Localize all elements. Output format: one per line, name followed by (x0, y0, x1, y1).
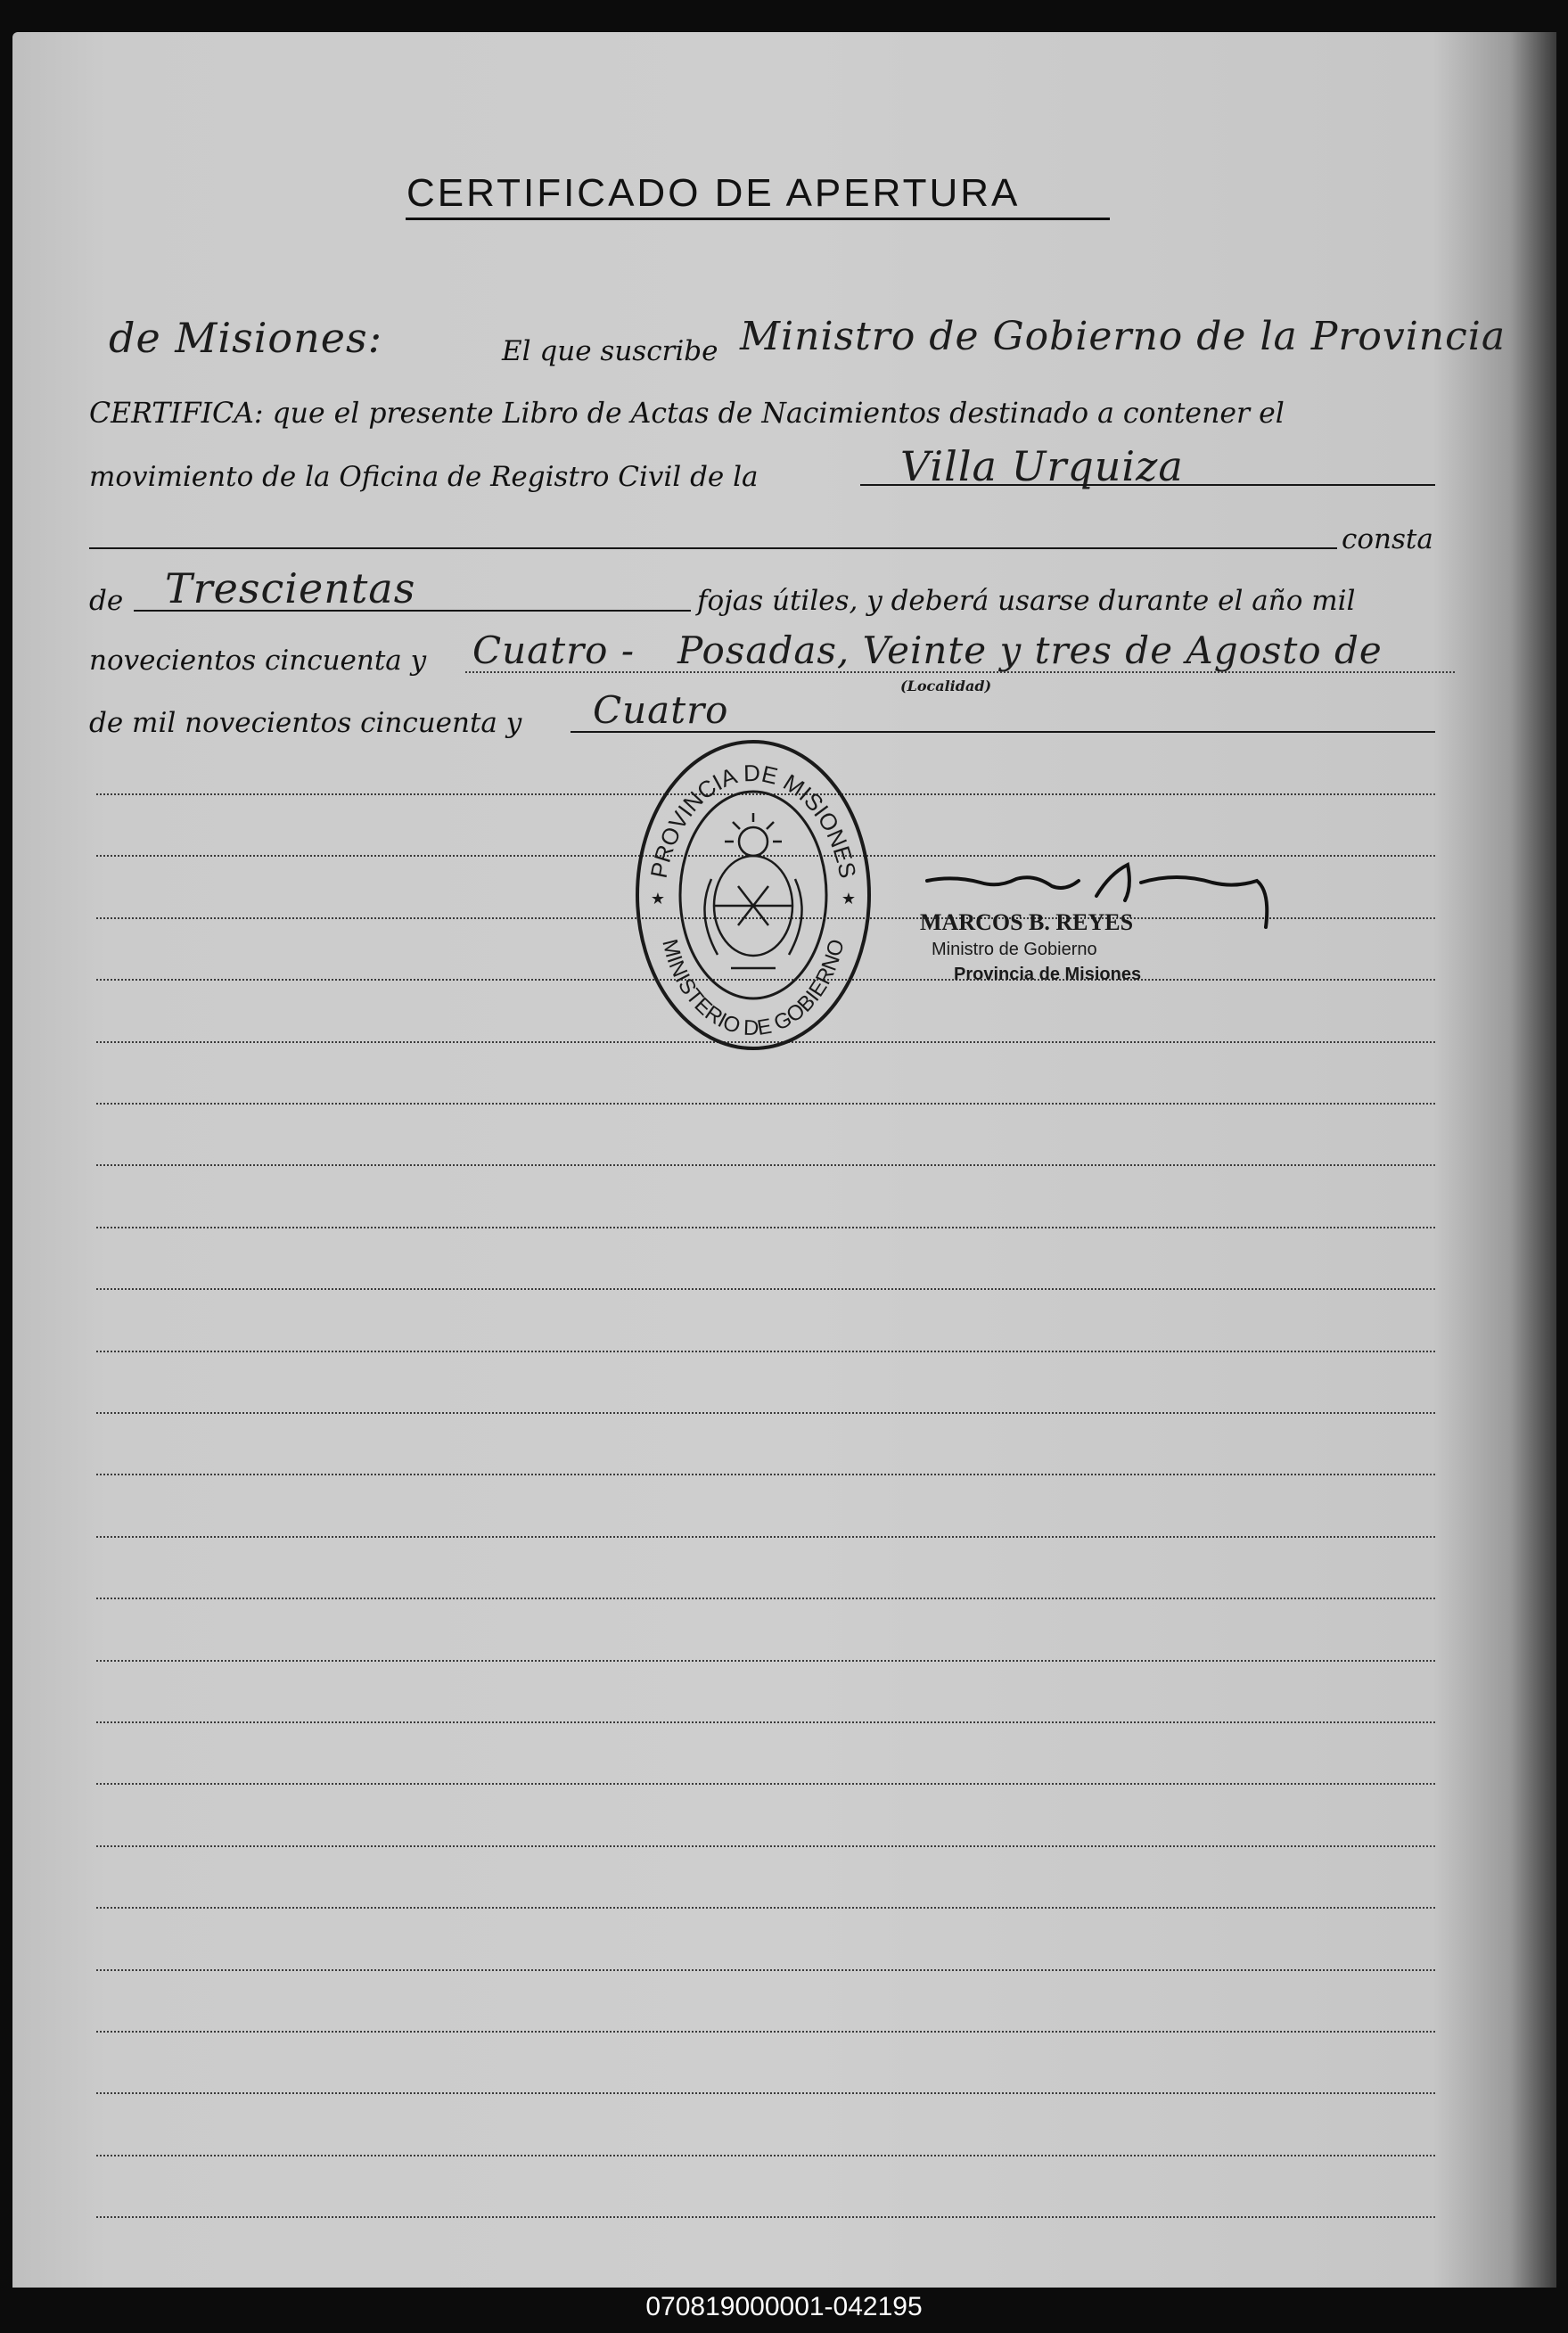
ruled-line (96, 1103, 1435, 1105)
ruled-line (96, 1227, 1435, 1228)
pages-fill-line (134, 610, 691, 612)
year-fill-line (571, 731, 1435, 733)
line6-printed: novecientos cincuenta y (89, 645, 427, 677)
title-underline (406, 218, 1110, 220)
line1-printed: El que suscribe (502, 335, 718, 367)
handwritten-pages: Trescientas (165, 564, 416, 612)
line7-printed: de mil novecientos cincuenta y (89, 707, 522, 739)
ruled-line (96, 1288, 1435, 1290)
document-page (12, 32, 1556, 2288)
ruled-line (96, 2155, 1435, 2156)
ruled-line (96, 1907, 1435, 1909)
coat-of-arms-icon (704, 813, 801, 968)
handwritten-prefix: de Misiones: (109, 314, 383, 362)
handwritten-year-word-2: Cuatro (593, 688, 729, 732)
handwritten-place-date: Posadas, Veinte y tres de Agosto de (677, 628, 1383, 672)
line5-de: de (89, 585, 124, 617)
office-fill-line (860, 484, 1435, 486)
ruled-line (96, 1598, 1435, 1599)
line5-fojas: fojas útiles, y deberá usarse durante el año mil (697, 585, 1356, 617)
seal-top-text: PROVINCIA DE MISIONES (644, 759, 862, 881)
handwritten-year-word: Cuatro - (472, 628, 636, 672)
signatory-province: Provincia de Misiones (954, 965, 1142, 984)
ruled-line (96, 1351, 1435, 1352)
ruled-line (96, 1474, 1435, 1475)
ruled-line (96, 2031, 1435, 2033)
document-id-footer: 070819000001-042195 (645, 2292, 923, 2321)
ministry-seal (633, 736, 874, 1053)
ruled-line (96, 1969, 1435, 1971)
line3-printed: movimiento de la Oficina de Registro Civil de la (89, 461, 759, 493)
ruled-line (96, 1721, 1435, 1723)
locality-label: (Localidad) (900, 678, 992, 694)
ruled-line (96, 2216, 1435, 2218)
blank-fill-line (89, 547, 1337, 549)
ruled-line (96, 1412, 1435, 1414)
line4-consta: consta (1342, 523, 1433, 555)
seal-bottom-text: MINISTERIO DE GOBIERNO (657, 936, 850, 1041)
signatory-title: Ministro de Gobierno (932, 940, 1097, 959)
ruled-line (96, 1164, 1435, 1166)
ruled-line (96, 1660, 1435, 1662)
ruled-line (96, 1536, 1435, 1538)
handwritten-signer-role: Ministro de Gobierno de la Provincia (740, 314, 1506, 359)
ruled-line (96, 1783, 1435, 1785)
line2-certifica: CERTIFICA: que el presente Libro de Actas de Nacimientos destinado a contener el (89, 398, 1285, 430)
handwritten-office: Villa Urquiza (900, 442, 1184, 490)
ruled-line (96, 1845, 1435, 1847)
document-title: CERTIFICADO DE APERTURA (406, 171, 1021, 215)
ruled-line (96, 2092, 1435, 2094)
signatory-name: MARCOS B. REYES (920, 909, 1134, 935)
svg-text:★: ★ (650, 890, 666, 908)
place-date-fill-line (465, 671, 1455, 673)
svg-text:★: ★ (841, 890, 857, 908)
